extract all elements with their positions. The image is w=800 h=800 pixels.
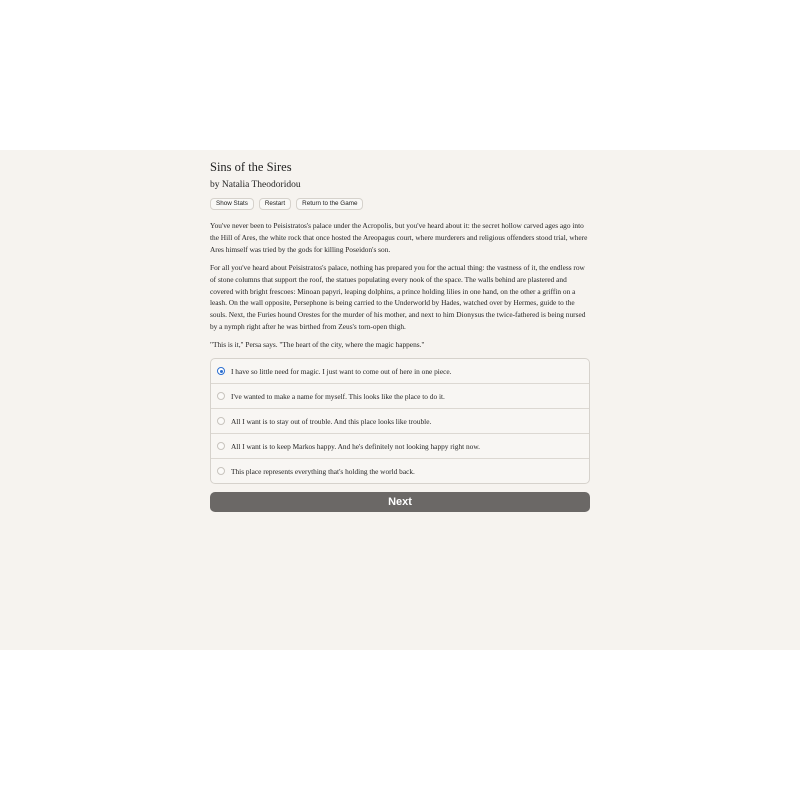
story-text	[210, 220, 590, 351]
story-paragraph: "This is it," Persa says. "The heart of the city, where the magic happens."	[210, 340, 425, 350]
show-stats-button[interactable]: Show Stats	[210, 198, 254, 210]
radio-button[interactable]	[217, 392, 225, 400]
choice-label: All I want is to stay out of trouble. And this place looks like trouble.	[231, 416, 432, 426]
game-author: by Natalia Theodoridou	[210, 180, 301, 190]
choice-label: I've wanted to make a name for myself. This looks like the place to do it.	[231, 391, 445, 401]
choice-option[interactable]	[211, 433, 589, 458]
story-paragraph: You've never been to Peisistratos's palace under the Acropolis, but you've heard about it: the secret hollow carved ages ago into the Hill of Ares, the white rock that once hosted the Areopagus court, where murderers and religious offenders stood trial, where Ares himself was tried by the gods for killing Poseidon's son.	[210, 221, 588, 254]
radio-button[interactable]	[217, 417, 225, 425]
toolbar	[210, 198, 590, 210]
choice-label: All I want is to keep Markos happy. And he's definitely not looking happy right now.	[231, 441, 481, 451]
story-paragraph: For all you've heard about Peisistratos's palace, nothing has prepared you for the actual thing: the vastness of it, the endless row of stone columns that support the roof, the statues populating every nook of the space. The walls behind are plastered and covered with bright frescoes: Minoan papyri, leaping dolphins, a prince holding lilies in one hand, on the other a griffin on a leash. On the wall opposite, Persephone is being carried to the Underworld by Hades, watched over by Hermes, guide to the souls. Next, the Furies hound Orestes for the murder of his mother, and next to him Dionysus the twice-fathered is being nursed by a nymph right after he was birthed from Zeus's torn-open thigh.	[210, 262, 586, 332]
choice-list	[210, 358, 590, 484]
game-content	[210, 160, 590, 512]
return-to-game-button[interactable]: Return to the Game	[296, 198, 363, 210]
choice-option[interactable]	[211, 458, 589, 483]
radio-button-selected[interactable]	[217, 367, 225, 375]
game-title: Sins of the Sires	[210, 160, 292, 174]
radio-button[interactable]	[217, 442, 225, 450]
choice-option[interactable]	[211, 408, 589, 433]
choice-option[interactable]	[211, 383, 589, 408]
radio-button[interactable]	[217, 467, 225, 475]
choice-option[interactable]	[211, 359, 589, 383]
restart-button[interactable]: Restart	[259, 198, 291, 210]
next-button[interactable]: Next	[210, 492, 590, 512]
choice-label: I have so little need for magic. I just want to come out of here in one piece.	[231, 366, 452, 376]
choice-label: This place represents everything that's holding the world back.	[231, 466, 415, 476]
